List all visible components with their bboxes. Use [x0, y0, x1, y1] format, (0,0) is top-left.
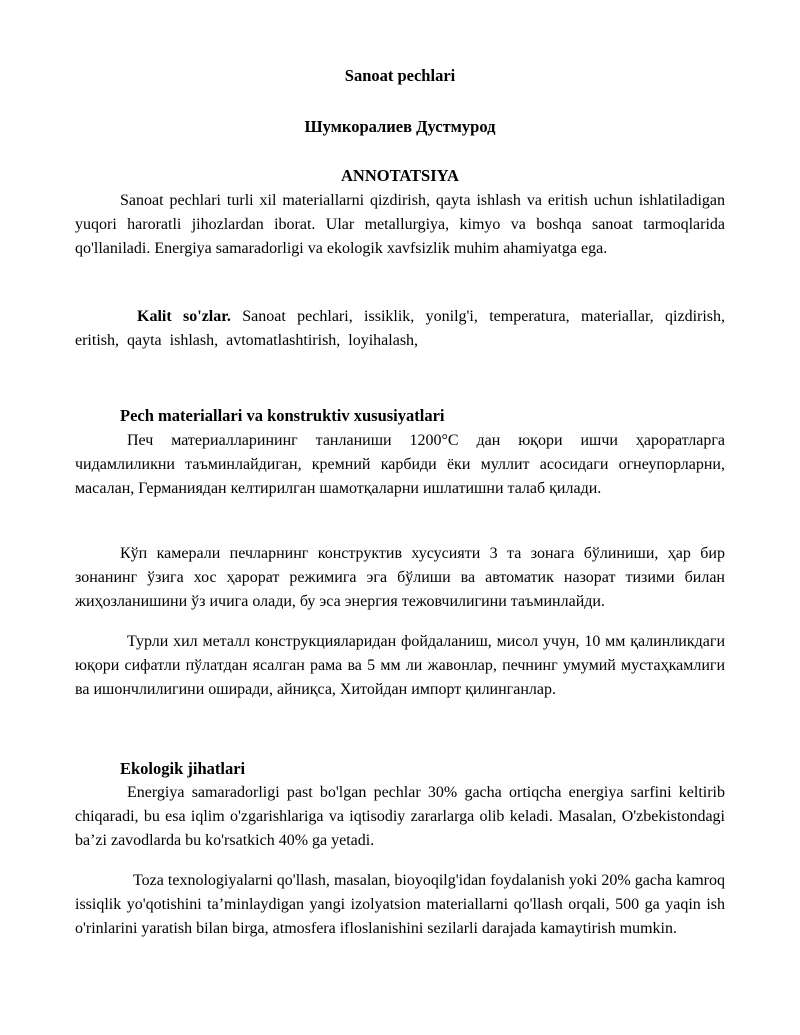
- paragraph-clean-technologies: Toza texnologiyalarni qo'llash, masalan, bioyoqilg'idan foydalanish yoki 20% gacha kamroq issiqlik yo'qotishini ta’minlaydigan yangi izolyatsion materiallarni qo'llash orqali, 500 ga yaqin ish o'rinlarini yaratish bilan birga, atmosfera ifloslanishini sezilarli darajada kamaytirish mumkin.: [75, 872, 725, 937]
- paragraph-energy-efficiency: Energiya samaradorligi past bo'lgan pechlar 30% gacha ortiqcha energiya sarfini keltirib chiqaradi, bu esa iqlim o'zgarishlariga va iqtisodiy zararlarga olib keladi. Masalan, O'zbekistondagi ba’zi zavodlarda bu ko'rsatkich 40% ga yetadi.: [75, 784, 725, 849]
- paragraph-material-selection: Печ материалларининг танланиши 1200°C дан юқори ишчи ҳароратларга чидамлиликни таъминлайдиган, кремний карбиди ёки муллит асосидаги огнеупорларни, масалан, Германиядан келтирилган шамотқаларни ишлатишни талаб қилади.: [75, 432, 725, 497]
- section-heading-materials: Pech materiallari va konstruktiv xususiyatlari: [120, 406, 445, 425]
- document-title: Sanoat pechlari: [344, 66, 456, 85]
- annotation-heading: ANNOTATSIYA: [341, 166, 459, 185]
- annotation-paragraph: Sanoat pechlari turli xil materiallarni qizdirish, qayta ishlash va eritish uchun ishlatiladigan yuqori haroratli jihozlardan iborat. Ular metallurgiya, kimyo va boshqa sanoat tarmoqlarida qo'llaniladi. Energiya samaradorligi va ekologik xavfsizlik muhim ahamiyatga ega.: [75, 192, 725, 257]
- keywords-label: Kalit so'zlar.: [137, 308, 231, 325]
- section-heading-ecology: Ekologik jihatlari: [120, 759, 246, 778]
- keywords-text: Sanoat pechlari, issiklik, yonilg'i, temperatura, materiallar, qizdirish, eritish, qayta ishlash, avtomatlashtirish, loyihalash,: [75, 308, 726, 349]
- document-author: Шумкоралиев Дустмурод: [304, 117, 496, 136]
- keywords-paragraph: [75, 305, 725, 353]
- paragraph-metal-structures: Турли хил металл конструкцияларидан фойдаланиш, мисол учун, 10 мм қалинликдаги юқори сифатли пўлатдан ясалган рама ва 5 мм ли жавонлар, печнинг умумий мустаҳкамлиги ва ишончлилигини оширади, айниқса, Хитойдан импорт қилинганлар.: [75, 633, 725, 698]
- paragraph-multichamber: Кўп камерали печларнинг конструктив хусусияти 3 та зонага бўлиниши, ҳар бир зонанинг ўзига хос ҳарорат режимига эга бўлиши ва автоматик назорат тизими билан жиҳозланишини ўз ичига олади, бу эса энергия тежовчилигини таъминлайди.: [75, 545, 725, 610]
